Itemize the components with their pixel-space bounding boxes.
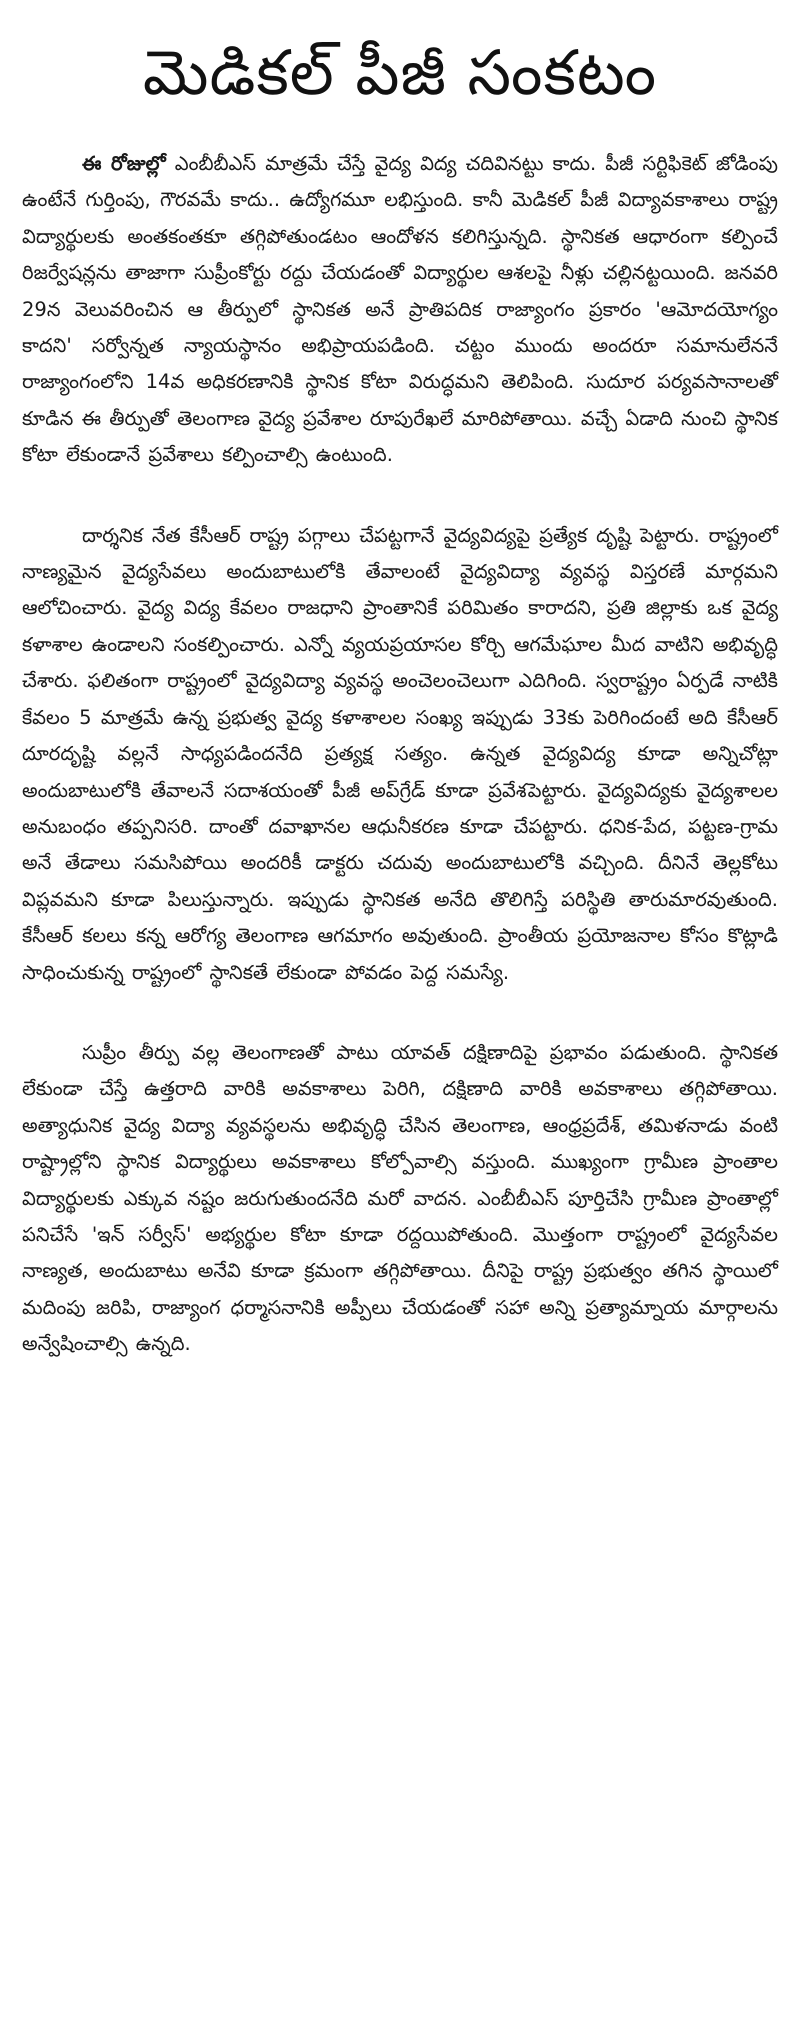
paragraph-2-text: దార్శనిక నేత కేసీఆర్ రాష్ట్ర పగ్గాలు చేపట్టగానే వైద్యవిద్యపై ప్రత్యేక దృష్టి పెట్టారు. రాష్ట్రంలో నాణ్యమైన వైద్యసేవలు అందుబాటులోకి తేవాలంటే వైద్యవిద్యా వ్యవస్థ విస్తరణే మార్గమని ఆలోచించారు. వైద్య విద్య కేవలం రాజధాని ప్రాంతానికే పరిమితం కారాదని, ప్రతి జిల్లాకు ఒక వైద్య కళాశాల ఉండాలని సంకల్పించారు. ఎన్నో వ్యయప్రయాసల కోర్చి ఆగమేఘాల మీద వాటిని అభివృద్ధి చేశారు. ఫలితంగా రాష్ట్రంలో వైద్యవిద్యా వ్యవస్థ అంచెలంచెలుగా ఎదిగింది. స్వరాష్ట్రం ఏర్పడే నాటికి కేవలం 5 మాత్రమే ఉన్న ప్రభుత్వ వైద్య కళాశాలల సంఖ్య ఇప్పుడు 33కు పెరిగిందంటే అది కేసీఆర్ దూరదృష్టి వల్లనే సాధ్యపడిందనేది ప్రత్యక్ష సత్యం. ఉన్నత వైద్యవిద్య కూడా అన్నిచోట్లా అందుబాటులోకి తేవాలనే సదాశయంతో పీజీ అప్‌గ్రేడ్ కూడా ప్రవేశపెట్టారు. వైద్యవిద్యకు వైద్యశాలల అనుబంధం తప్పనిసరి. దాంతో దవాఖానల ఆధునీకరణ కూడా చేపట్టారు. ధనిక-పేద, పట్టణ-గ్రామ అనే తేడాలు సమసిపోయి అందరికీ డాక్టరు చదువు అందుబాటులోకి వచ్చింది. దీనినే తెల్లకోటు విప్లవమని కూడా పిలుస్తున్నారు. ఇప్పుడు స్థానికత అనేది తొలిగిస్తే పరిస్థితి తారుమారవుతుంది. కేసీఆర్ కలలు కన్న ఆరోగ్య తెలంగాణ ఆగమాగం అవుతుంది. ప్రాంతీయ ప్రయోజనాల కోసం కొట్లాడి సాధించుకున్న రాష్ట్రంలో స్థానికతే లేకుండా పోవడం పెద్ద సమస్యే. (22, 523, 778, 984)
headline: మెడికల్ పీజీ సంకటం (142, 36, 658, 109)
paragraph-2 (22, 518, 778, 991)
paragraph-1-text: ఎంబీబీఎస్ మాత్రమే చేస్తే వైద్య విద్య చదివినట్టు కాదు. పీజీ సర్టిఫికెట్ జోడింపు ఉంటేనే గుర్తింపు, గౌరవమే కాదు.. ఉద్యోగమూ లభిస్తుంది. కానీ మెడికల్ పీజీ విద్యావకాశాలు రాష్ట్ర విద్యార్థులకు అంతకంతకూ తగ్గిపోతుండటం ఆందోళన కలిగిస్తున్నది. స్థానికత ఆధారంగా కల్పించే రిజర్వేషన్లను తాజాగా సుప్రీంకోర్టు రద్దు చేయడంతో విద్యార్థుల ఆశలపై నీళ్లు చల్లినట్టయింది. జనవరి 29న వెలువరించిన ఆ తీర్పులో స్థానికత అనే ప్రాతిపదిక రాజ్యాంగం ప్రకారం 'ఆమోదయోగ్యం కాదని' సర్వోన్నత న్యాయస్థానం అభిప్రాయపడింది. చట్టం ముందు అందరూ సమానులేననే రాజ్యాంగంలోని 14వ అధికరణానికి స్థానిక కోటా విరుద్ధమని తెలిపింది. సుదూర పర్యవసానాలతో కూడిన ఈ తీర్పుతో తెలంగాణ వైద్య ప్రవేశాల రూపురేఖలే మారిపోతాయి. వచ్చే ఏడాది నుంచి స్థానిక కోటా లేకుండానే ప్రవేశాలు కల్పించాల్సి ఉంటుంది. (22, 152, 778, 467)
paragraph-3 (22, 1035, 778, 1363)
paragraph-1 (22, 146, 778, 474)
paragraph-3-text: సుప్రీం తీర్పు వల్ల తెలంగాణతో పాటు యావత్ దక్షిణాదిపై ప్రభావం పడుతుంది. స్థానికత లేకుండా చేస్తే ఉత్తరాది వారికి అవకాశాలు పెరిగి, దక్షిణాది వారికి అవకాశాలు తగ్గిపోతాయి. అత్యాధునిక వైద్య విద్యా వ్యవస్థలను అభివృద్ధి చేసిన తెలంగాణ, ఆంధ్రప్రదేశ్, తమిళనాడు వంటి రాష్ట్రాల్లోని స్థానిక విద్యార్థులు అవకాశాలు కోల్పోవాల్సి వస్తుంది. ముఖ్యంగా గ్రామీణ ప్రాంతాల విద్యార్థులకు ఎక్కువ నష్టం జరుగుతుందనేది మరో వాదన. ఎంబీబీఎస్ పూర్తిచేసి గ్రామీణ ప్రాంతాల్లో పనిచేసే 'ఇన్ సర్వీస్' అభ్యర్థుల కోటా కూడా రద్దయిపోతుంది. మొత్తంగా రాష్ట్రంలో వైద్యసేవల నాణ్యత, అందుబాటు అనేవి కూడా క్రమంగా తగ్గిపోతాయి. దీనిపై రాష్ట్ర ప్రభుత్వం తగిన స్థాయిలో మదింపు జరిపి, రాజ్యాంగ ధర్మాసనానికి అప్పీలు చేయడంతో సహా అన్ని ప్రత్యామ్నాయ మార్గాలను అన్వేషించాల్సి ఉన్నది. (22, 1040, 778, 1356)
paragraph-1-lead: ఈ రోజుల్లో (82, 152, 166, 175)
